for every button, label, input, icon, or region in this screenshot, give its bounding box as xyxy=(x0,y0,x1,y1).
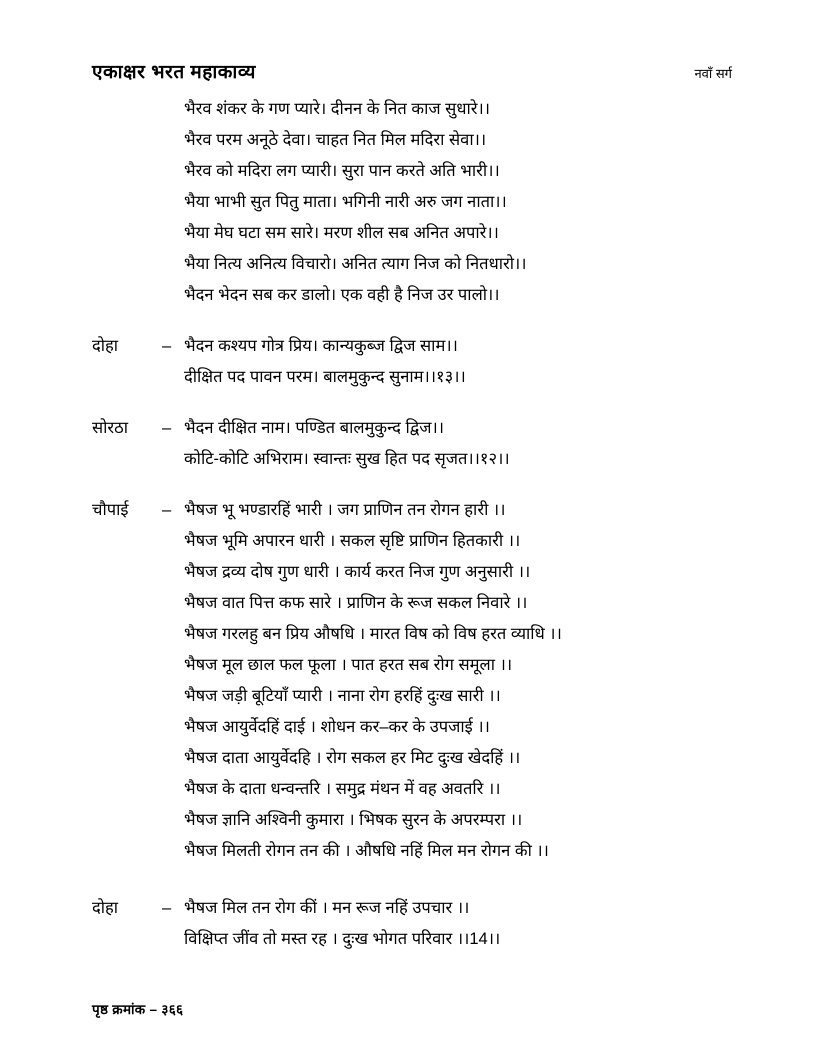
verse-text: भैषज जड़ी बूटियाँ प्यारी । नाना रोग हरहिं दुःख सारी ।। xyxy=(184,687,501,705)
verse-line xyxy=(92,362,742,393)
verse-text: भैषज के दाता धन्वन्तरि । समुद्र मंथन में वह अवतरि ।। xyxy=(184,780,501,798)
verse-type-label: दोहा xyxy=(92,337,119,355)
verse-line xyxy=(92,495,742,526)
dash-separator: – xyxy=(162,337,172,355)
verse-block-doha-1 xyxy=(92,331,742,393)
page-header xyxy=(92,58,732,84)
verse-block-soratha-1 xyxy=(92,413,742,475)
verse-line xyxy=(92,712,742,743)
dash-separator: – xyxy=(162,419,172,437)
verse-text: भैषज मूल छाल फल फूला । पात हरत सब रोग समूला ।। xyxy=(184,656,513,674)
verse-line xyxy=(92,836,742,867)
verse-text: भैषज दाता आयुर्वेदहि । रोग सकल हर मिट दुःख खेदहिं ।। xyxy=(184,749,521,767)
verse-line xyxy=(92,156,742,187)
verse-text: भैया मेघ घटा सम सारे। मरण शील सब अनित अपारे।। xyxy=(184,224,499,242)
verse-text: भैषज ज्ञानि अश्विनी कुमारा । भिषक सुरन के अपरम्परा ।। xyxy=(184,811,523,829)
verse-text: भैषज भू भण्डारहिं भारी । जग प्राणिन तन रोगन हारी ।। xyxy=(184,501,506,519)
dash-separator: – xyxy=(162,501,172,519)
verse-line xyxy=(92,619,742,650)
verse-text: भैदन दीक्षित नाम। पण्डित बालमुकुन्द द्विज।। xyxy=(184,419,445,437)
verse-text: भैषज मिल तन रोग कीं । मन रूज नहिं उपचार ।। xyxy=(184,899,470,917)
verse-line xyxy=(92,413,742,444)
verse-line xyxy=(92,924,742,955)
verse-block-opening xyxy=(92,94,742,311)
verse-text: भैरव को मदिरा लग प्यारी। सुरा पान करते अति भारी।। xyxy=(184,162,500,180)
verse-content xyxy=(92,94,742,955)
verse-line xyxy=(92,331,742,362)
block-spacer xyxy=(92,393,742,413)
verse-text: भैषज गरलहु बन प्रिय औषधि । मारत विष को विष हरत व्याधि ।। xyxy=(184,625,562,643)
verse-text: भैया नित्य अनित्य विचारो। अनित त्याग निज को नितधारो।। xyxy=(184,255,527,273)
verse-line xyxy=(92,94,742,125)
verse-line xyxy=(92,774,742,805)
verse-line xyxy=(92,743,742,774)
verse-text: भैषज मिलती रोगन तन की । औषधि नहिं मिल मन रोगन की ।। xyxy=(184,842,549,860)
verse-line xyxy=(92,125,742,156)
verse-text: भैषज द्रव्य दोष गुण धारी । कार्य करत निज गुण अनुसारी ।। xyxy=(184,563,531,581)
verse-text: भैषज वात पित्त कफ सारे । प्राणिन के रूज सकल निवारे ।। xyxy=(184,594,528,612)
verse-line xyxy=(92,526,742,557)
verse-type-label: चौपाई xyxy=(92,501,129,519)
book-title: एकाक्षर भरत महाकाव्य xyxy=(92,62,256,83)
canto-label: नवाँ सर्ग xyxy=(694,66,732,81)
verse-text: भैषज भूमि अपारन धारी । सकल सृष्टि प्राणिन हितकारी ।। xyxy=(184,532,521,550)
verse-line xyxy=(92,681,742,712)
verse-type-label: दोहा xyxy=(92,899,119,917)
verse-text: कोटि-कोटि अभिराम। स्वान्तः सुख हित पद सृजत।।१२।। xyxy=(184,450,510,468)
verse-text: भैरव शंकर के गण प्यारे। दीनन के नित काज सुधारे।। xyxy=(184,100,491,118)
verse-type-label: सोरठा xyxy=(92,419,129,437)
verse-line xyxy=(92,249,742,280)
verse-text: भैदन कश्यप गोत्र प्रिय। कान्यकुब्ज द्विज साम।। xyxy=(184,337,458,355)
verse-line xyxy=(92,187,742,218)
verse-line xyxy=(92,444,742,475)
verse-line xyxy=(92,893,742,924)
verse-text: भैदन भेदन सब कर डालो। एक वही है निज उर पालो।। xyxy=(184,286,500,304)
verse-text: दीक्षित पद पावन परम। बालमुकुन्द सुनाम।।१३।। xyxy=(184,368,466,386)
verse-line xyxy=(92,280,742,311)
verse-block-chaupai-1 xyxy=(92,495,742,867)
block-spacer xyxy=(92,311,742,331)
verse-line xyxy=(92,218,742,249)
block-spacer xyxy=(92,867,742,893)
verse-line xyxy=(92,588,742,619)
verse-text: भैरव परम अनूठे देवा। चाहत नित मिल मदिरा सेवा।। xyxy=(184,131,487,149)
verse-text: भैषज आयुर्वेदहिं दाई । शोधन कर–कर के उपजाई ।। xyxy=(184,718,490,736)
verse-text: विक्षिप्त जींव तो मस्त रह । दुःख भोगत परिवार ।।14।। xyxy=(184,930,501,948)
page-number-label: पृष्ठ क्रमांक – ३६६ xyxy=(92,1002,184,1017)
block-spacer xyxy=(92,475,742,495)
verse-text: भैया भाभी सुत पितु माता। भगिनी नारी अरु जग नाता।। xyxy=(184,193,507,211)
verse-line xyxy=(92,557,742,588)
page-footer xyxy=(92,1000,183,1018)
verse-line xyxy=(92,650,742,681)
verse-line xyxy=(92,805,742,836)
verse-block-doha-2 xyxy=(92,893,742,955)
dash-separator: – xyxy=(162,899,172,917)
